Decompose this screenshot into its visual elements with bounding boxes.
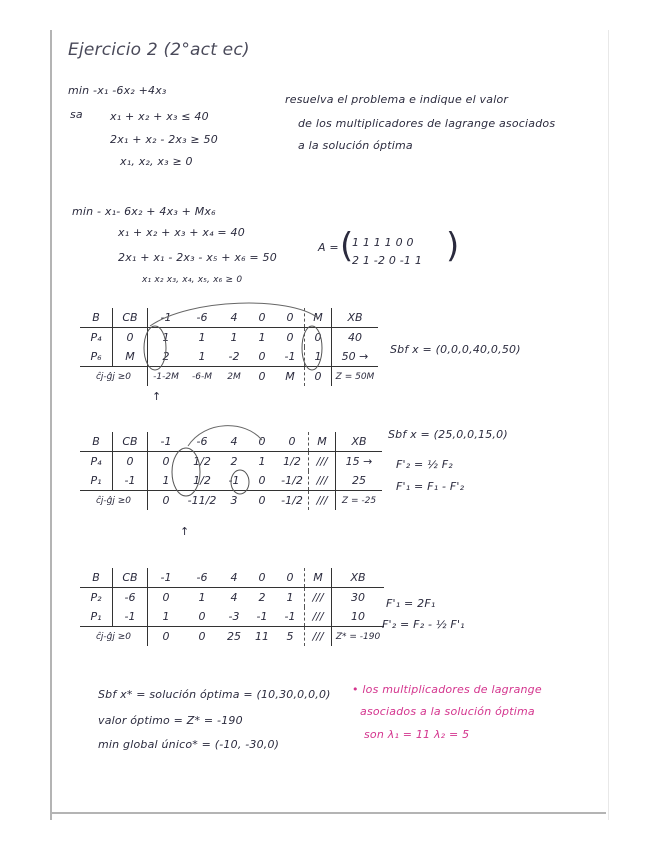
simplex-tableau-3 — [80, 568, 384, 646]
matrix-right-paren: ) — [446, 226, 460, 266]
table-cell: 2 — [258, 591, 266, 604]
table-cell: 0 — [258, 370, 266, 383]
header-cell: -1 — [148, 308, 185, 328]
subject-to-label: sa — [70, 108, 83, 121]
table-cell: 0 — [148, 452, 185, 472]
table-cell: P₂ — [90, 591, 102, 604]
entering-arrow: ↑ — [152, 390, 162, 403]
header-cell: 0 — [276, 308, 305, 328]
header-cell: 0 — [276, 432, 309, 452]
header-cell: -6 — [184, 308, 220, 328]
table-cell: /// — [309, 452, 336, 472]
table-cell: P₄ — [90, 455, 102, 468]
page-bottom-edge — [50, 812, 606, 814]
optimal-value: valor óptimo = Z* = -190 — [98, 714, 243, 727]
header-cell: XB — [332, 568, 385, 588]
tableau-header-row — [80, 568, 384, 588]
table-cell: 0 — [248, 471, 276, 491]
table-cell: 0 — [148, 627, 185, 647]
header-cell: M — [305, 568, 332, 588]
standard-nonneg: x₁ x₂ x₃, x₄, x₅, x₆ ≥ 0 — [142, 275, 243, 285]
header-cell: 0 — [276, 568, 305, 588]
table-cell: 1/2 — [184, 471, 220, 491]
table-cell: 11 — [255, 630, 269, 643]
table-cell: Z* = -190 — [332, 627, 385, 647]
row-operation-2: F'₂ = F₂ - ½ F'₁ — [382, 618, 465, 631]
global-minimum: min global único* = (-10, -30,0) — [98, 738, 280, 751]
matrix-left-paren: ( — [340, 226, 354, 266]
header-cell: -1 — [148, 432, 185, 452]
table-row — [80, 588, 384, 608]
instruction-line-3: a la solución óptima — [298, 139, 413, 152]
table-cell: Z = 50M — [332, 367, 379, 387]
reduced-cost-row — [80, 627, 384, 647]
table-row — [80, 452, 382, 472]
optimal-solution: Sbf x* = solución óptima = (10,30,0,0,0) — [98, 688, 331, 701]
table-cell: 1 — [305, 347, 332, 367]
table-cell: 1 — [198, 591, 206, 604]
basic-solution-1: Sbf x = (0,0,0,40,0,50) — [390, 343, 521, 356]
simplex-tableau-1 — [80, 308, 378, 386]
table-cell: 0 — [198, 630, 206, 643]
header-cell: 4 — [220, 568, 248, 588]
table-cell: 2M — [227, 371, 241, 382]
table-cell: 1/2 — [283, 455, 301, 468]
header-cell: -6 — [184, 432, 220, 452]
table-cell: 0 — [113, 328, 148, 348]
row-operation-1: F'₂ = ½ F₂ — [396, 458, 453, 471]
matrix-row-2: 2 1 -2 0 -1 1 — [352, 254, 423, 267]
table-cell: M — [285, 370, 295, 383]
table-cell: 1 — [258, 455, 266, 468]
table-cell: 30 — [332, 588, 385, 608]
table-cell: 1 — [230, 331, 238, 344]
table-row — [80, 471, 382, 491]
table-cell: -1 — [276, 347, 305, 367]
table-cell: 25 — [336, 471, 383, 491]
table-cell: 0 — [148, 491, 185, 511]
table-cell: -1 — [220, 471, 248, 491]
table-cell: 3 — [230, 494, 238, 507]
entering-arrow: ↑ — [180, 525, 190, 538]
table-cell: 2 — [148, 347, 185, 367]
objective-function: min -x₁ -6x₂ +4x₃ — [68, 84, 167, 97]
header-cell: B — [80, 432, 113, 452]
table-cell: 1/2 — [193, 455, 211, 468]
lagrange-note-line-3: son λ₁ = 11 λ₂ = 5 — [364, 728, 470, 741]
table-cell: 0 — [258, 494, 266, 507]
reduced-cost-row — [80, 491, 382, 511]
standard-objective: min - x₁- 6x₂ + 4x₃ + Mx₆ — [72, 205, 216, 218]
reduced-cost-row — [80, 367, 378, 387]
header-cell: CB — [113, 432, 148, 452]
constraint-nonneg: x₁, x₂, x₃ ≥ 0 — [120, 155, 193, 168]
lagrange-note-line-2: asociados a la solución óptima — [360, 705, 535, 718]
table-cell: /// — [309, 491, 336, 511]
table-cell: 50 → — [332, 347, 379, 367]
table-cell: 0 — [286, 331, 294, 344]
table-cell: P₁ — [80, 607, 113, 627]
header-cell: XB — [332, 308, 379, 328]
table-cell: 40 — [332, 328, 379, 348]
header-cell: 0 — [248, 568, 276, 588]
table-cell: 5 — [286, 630, 294, 643]
tableau-header-row — [80, 308, 378, 328]
table-cell: 25 — [227, 630, 241, 643]
table-cell: 1 — [258, 331, 266, 344]
row-operation-2: F'₁ = F₁ - F'₂ — [396, 480, 465, 493]
simplex-tableau-2 — [80, 432, 382, 510]
header-cell: 4 — [220, 308, 248, 328]
table-cell: -6-M — [192, 371, 212, 382]
table-cell: 1 — [148, 471, 185, 491]
table-cell: 0 — [248, 347, 276, 367]
header-cell: B — [80, 568, 113, 588]
table-cell: -1/2 — [276, 471, 309, 491]
header-cell: M — [305, 308, 332, 328]
table-cell: /// — [305, 588, 332, 608]
table-cell: 15 → — [336, 452, 383, 472]
table-cell: -1-2M — [148, 367, 185, 387]
matrix-row-1: 1 1 1 1 0 0 — [352, 236, 414, 249]
header-cell: -6 — [184, 568, 220, 588]
tableau-header-row — [80, 432, 382, 452]
table-cell: 1 — [148, 328, 185, 348]
header-cell: 0 — [248, 308, 276, 328]
table-row — [80, 328, 378, 348]
table-cell: P₆ — [80, 347, 113, 367]
header-cell: XB — [336, 432, 383, 452]
header-cell: M — [309, 432, 336, 452]
matrix-label: A = — [318, 241, 339, 254]
table-cell: ĉj-ĝj ≥0 — [95, 371, 132, 382]
constraint-1: x₁ + x₂ + x₃ ≤ 40 — [110, 110, 209, 123]
header-cell: CB — [113, 308, 148, 328]
table-cell: ĉj-ĝj ≥0 — [95, 631, 132, 642]
table-row — [80, 347, 378, 367]
table-cell: 1 — [198, 331, 206, 344]
row-operation-1: F'₁ = 2F₁ — [386, 597, 436, 610]
constraint-2: 2x₁ + x₂ - 2x₃ ≥ 50 — [110, 133, 218, 146]
table-cell: P₁ — [80, 471, 113, 491]
table-cell: 4 — [230, 591, 238, 604]
table-cell: -1 — [248, 607, 276, 627]
table-cell: 0 — [148, 588, 185, 608]
header-cell: 4 — [220, 432, 248, 452]
table-cell: P₄ — [90, 331, 102, 344]
table-cell: -11/2 — [187, 494, 217, 507]
header-cell: -1 — [148, 568, 185, 588]
exercise-title: Ejercicio 2 (2°act ec) — [68, 40, 250, 60]
table-cell: 1 — [148, 607, 185, 627]
table-cell: M — [113, 347, 148, 367]
table-cell: 0 — [305, 367, 332, 387]
table-cell: -1/2 — [281, 494, 303, 507]
standard-constraint-2: 2x₁ + x₁ - 2x₃ - x₅ + x₆ = 50 — [118, 251, 277, 264]
instruction-line-2: de los multiplicadores de lagrange asociados — [298, 117, 556, 130]
instruction-line-1: resuelva el problema e indique el valor — [285, 93, 509, 106]
lagrange-note-line-1: • los multiplicadores de lagrange — [352, 683, 542, 696]
header-cell: CB — [113, 568, 148, 588]
table-cell: 1 — [184, 347, 220, 367]
table-cell: -2 — [220, 347, 248, 367]
header-cell: B — [80, 308, 113, 328]
table-cell: -1 — [113, 607, 148, 627]
standard-constraint-1: x₁ + x₂ + x₃ + x₄ = 40 — [118, 226, 245, 239]
table-cell: 0 — [305, 328, 332, 348]
table-cell: /// — [305, 627, 332, 647]
table-cell: /// — [305, 607, 332, 627]
table-cell: 0 — [113, 452, 148, 472]
table-cell: 1 — [286, 591, 294, 604]
table-row — [80, 607, 384, 627]
table-cell: -3 — [220, 607, 248, 627]
table-cell: -6 — [113, 588, 148, 608]
table-cell: ĉj-ĝj ≥0 — [95, 495, 132, 506]
table-cell: -1 — [276, 607, 305, 627]
table-cell: 10 — [332, 607, 385, 627]
header-cell: 0 — [248, 432, 276, 452]
table-cell: /// — [309, 471, 336, 491]
table-cell: 2 — [230, 455, 238, 468]
table-cell: Z = -25 — [336, 491, 383, 511]
table-cell: -1 — [113, 471, 148, 491]
table-cell: 0 — [184, 607, 220, 627]
basic-solution-2: Sbf x = (25,0,0,15,0) — [388, 428, 508, 441]
